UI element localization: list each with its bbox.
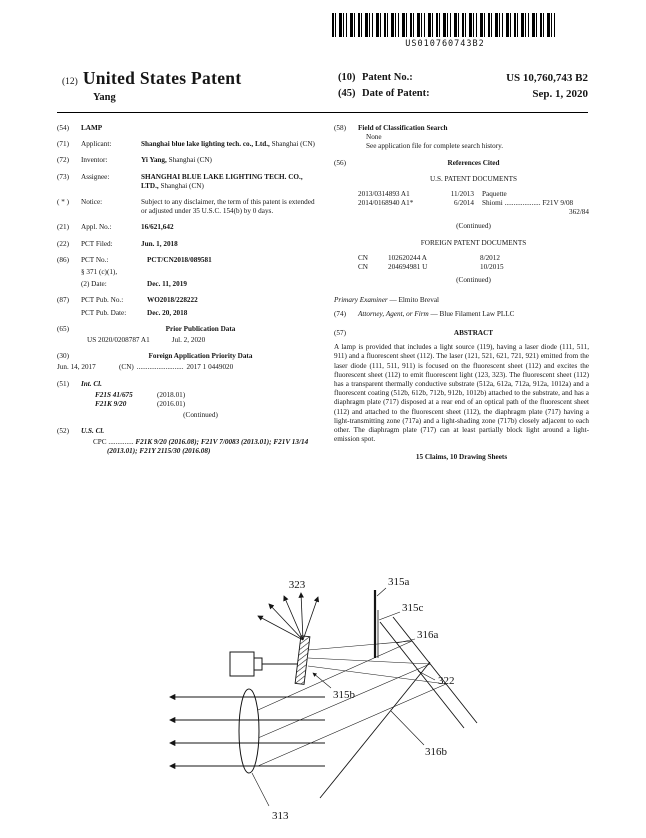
field-54-title [57,124,320,133]
doc-name: Shiomi [482,199,503,208]
figure-label-315a: 315a [388,576,410,588]
diaphragm-plate [375,590,378,658]
field-51-int-cl [57,380,320,421]
reflector-line [320,662,430,798]
field-86-pct-no [57,256,320,290]
field-45-number: (45) [338,88,356,99]
patent-number: US 10,760,743 B2 [506,72,588,84]
doc-number: 102620244 A [388,254,427,263]
pct-371-date-value: Dec. 11, 2019 [147,280,187,289]
incident-rays [308,641,446,684]
field-56-references [334,159,589,286]
field-73-assignee [57,173,320,191]
barcode-number: US010760743B2 [405,39,485,49]
continued-note: (Continued) [456,221,491,230]
field-number: (51) [57,379,69,388]
doc-country: CN [358,263,368,272]
collimating-lens [239,689,259,773]
figure-label-316a: 316a [417,629,439,641]
inventor-location: Shanghai (CN) [166,156,212,165]
field-74-attorney [334,310,589,319]
field-12-number: (12) [62,77,78,87]
prior-pub-date: Jul. 2, 2020 [171,336,206,345]
search-history-note: See application file for complete search history. [366,142,504,151]
reflected-rays [258,641,446,766]
leader-dots: .............. [108,437,134,446]
search-none: None [366,133,382,142]
doc-date: 10/2015 [480,263,504,272]
abstract-heading-row [334,329,589,338]
doc-date: 8/2012 [480,254,500,263]
field-number: (54) [57,124,69,132]
applicant-location: Shanghai (CN) [269,140,315,149]
field-30-foreign-priority [57,352,320,372]
field-52-us-cl [57,427,320,456]
figure-drawing [112,570,582,836]
pct-filed-label: PCT Filed: [81,239,113,248]
pct-371-clause: § 371 (c)(1), [81,268,118,277]
pct-no-label: PCT No.: [81,255,109,264]
primary-examiner-label: Primary Examiner [334,295,388,304]
field-10-number: (10) [338,72,356,83]
field-72-inventor [57,156,320,165]
field-65-prior-publication [57,325,320,345]
inventor-surname: Yang [93,92,116,103]
field-number: (22) [57,239,69,248]
attorney-label: Attorney, Agent, or Firm [358,309,429,318]
field-number: (56) [334,158,346,167]
us-cl-heading: U.S. Cl. [81,427,105,436]
prior-pub-number: US 2020/0208787 A1 [87,336,150,345]
header-divider [57,112,588,113]
int-cl-heading: Int. Cl. [81,379,102,388]
int-cl-year: (2016.01) [157,400,186,409]
field-number: (58) [334,124,346,132]
field-number: (57) [334,329,346,338]
field-notice [57,198,320,216]
cpc-classifications: F21K 9/20 (2016.08); F21V 7/0083 (2013.01); F21V 13/14 (2013.01); F21Y 2115/30 (2016.08) [107,437,309,455]
references-cited-heading: References Cited [447,158,500,167]
foreign-docs-heading: FOREIGN PATENT DOCUMENTS [420,238,527,247]
assignee-label: Assignee: [81,172,110,181]
continued-note: (Continued) [456,276,491,285]
barcode [332,13,558,37]
page-title: United States Patent [82,68,242,88]
pct-pub-no-label: PCT Pub. No.: [81,296,124,305]
date-of-patent-label: Date of Patent: [362,88,430,99]
int-cl-year: (2018.01) [157,390,186,399]
field-of-search-heading: Field of Classification Search [358,124,448,132]
priority-country: (CN) [119,363,134,372]
notice-label: Notice: [81,198,103,207]
field-number: (87) [57,296,69,305]
header-left [62,68,241,103]
foreign-doc-row [358,254,589,263]
priority-date: Jun. 14, 2017 [57,363,96,372]
assignee-location: Shanghai (CN) [158,181,204,190]
leader-dots: .................... [504,199,541,208]
us-doc-row [358,199,589,208]
field-21-appl-no [57,223,320,232]
doc-number: 2013/0314893 A1 [358,190,410,199]
pct-pub-date-value: Dec. 20, 2018 [147,308,188,317]
int-cl-code: F21S 41/675 [95,390,133,399]
field-number: (72) [57,156,69,165]
figure-label-315c: 315c [402,602,424,614]
field-22-pct-filed [57,240,320,249]
leader-dots: .......................... [136,363,184,372]
doc-country: CN [358,254,368,263]
date-of-patent: Sep. 1, 2020 [532,88,588,100]
right-column [334,124,589,463]
us-patent-docs-heading: U.S. PATENT DOCUMENTS [429,174,518,183]
figure-label-313: 313 [272,810,289,822]
us-doc-row [358,190,589,199]
foreign-priority-heading: Foreign Application Priority Data [148,352,253,361]
inventor-name: Yi Yang, [141,156,167,165]
pct-filed-value: Jun. 1, 2018 [141,239,178,248]
assignee-name: SHANGHAI BLUE LAKE LIGHTING TECH. CO., LTD., [141,172,303,190]
field-number: (71) [57,140,69,149]
pct-371-date-label: (2) Date: [81,280,107,289]
abstract-text: A lamp is provided that includes a light source (119), having a laser diode (111, 511, 911) and a fluorescent sheet (112). The laser (121, 521, 621, 721, 921) emitted from the laser diode (111, 511, 911) is focused on the fluorescent sheet (112) and excites the fluorescent sheet (112) to emit fluorescent light (123, 323). The fluorescent sheet (112) has a transparent thermally conductive substrate (512a, 612a, 712a, 912a, 1012a) and a fluorescent coating (512b, 612b, 712b, 912b, 1012b) attached to the substrate, and has a diaphragm plate (717) disposed at a rear end of an optical path of the fluorescent sheet (112) and attached to the fluorescent sheet (112), the diaphragm plate (717) having a light-transmitting zone (717a) and a light-shading zone (717b) closely adjacent to each other. The diaphragm plate (717) can at least partially block light around a light-emission spot. [334,343,589,444]
doc-name: Paquette [482,190,507,199]
appl-no-label: Appl. No.: [81,223,112,232]
field-58-classification-search [334,124,589,152]
fluorescent-light-arrows [258,593,318,640]
field-number: (65) [57,324,69,333]
field-number: ( * ) [57,198,69,207]
pct-no-value: PCT/CN2018/089581 [147,255,212,264]
figure-label-322: 322 [438,675,455,687]
doc-date: 6/2014 [454,199,474,208]
int-cl-code: F21K 9/20 [95,400,127,409]
appl-no-value: 16/621,642 [141,223,174,232]
doc-number: 204694981 U [388,263,428,272]
applicant-name: Shanghai blue lake lighting tech. co., Ltd., [141,140,270,149]
inventor-label: Inventor: [81,156,108,165]
pct-pub-date-label: PCT Pub. Date: [81,308,127,317]
figure-label-316b: 316b [425,746,447,758]
primary-examiner-line [334,296,589,305]
field-number: (86) [57,255,69,264]
field-number: (30) [57,352,69,361]
field-number: (52) [57,427,69,436]
field-number: (21) [57,223,69,232]
field-87-pct-pub [57,296,320,317]
field-71-applicant [57,140,320,149]
applicant-label: Applicant: [81,140,112,149]
doc-date: 11/2013 [450,190,474,199]
doc-class-2: 362/84 [569,208,589,217]
fluorescent-sheet [295,636,310,685]
header-right [338,72,588,104]
cpc-label: CPC [93,437,107,446]
patent-no-label: Patent No.: [362,72,413,83]
doc-number: 2014/0168940 A1* [358,199,414,208]
field-number: (74) [334,309,346,318]
prior-pub-heading: Prior Publication Data [165,324,236,333]
invention-title: LAMP [81,124,103,132]
priority-app-number: 2017 1 0449020 [186,363,234,372]
foreign-doc-row [358,263,589,272]
continued-note: (Continued) [183,411,218,420]
figure-label-315b: 315b [333,689,355,701]
figure-label-323: 323 [288,579,306,591]
primary-examiner-name: — Elmito Breval [389,295,440,304]
field-number: (73) [57,172,69,181]
attorney-name: — Blue Filament Law PLLC [430,309,515,318]
doc-class: F21V 9/08 [542,199,574,208]
claims-line: 15 Claims, 10 Drawing Sheets [415,453,508,462]
notice-text: Subject to any disclaimer, the term of this patent is extended or adjusted under 35 U.S.C. 154(b) by 0 days. [141,198,315,216]
laser-diode [230,652,298,676]
abstract-heading: ABSTRACT [453,329,494,338]
left-column [57,124,320,463]
pct-pub-no-value: WO2018/228222 [147,296,198,305]
